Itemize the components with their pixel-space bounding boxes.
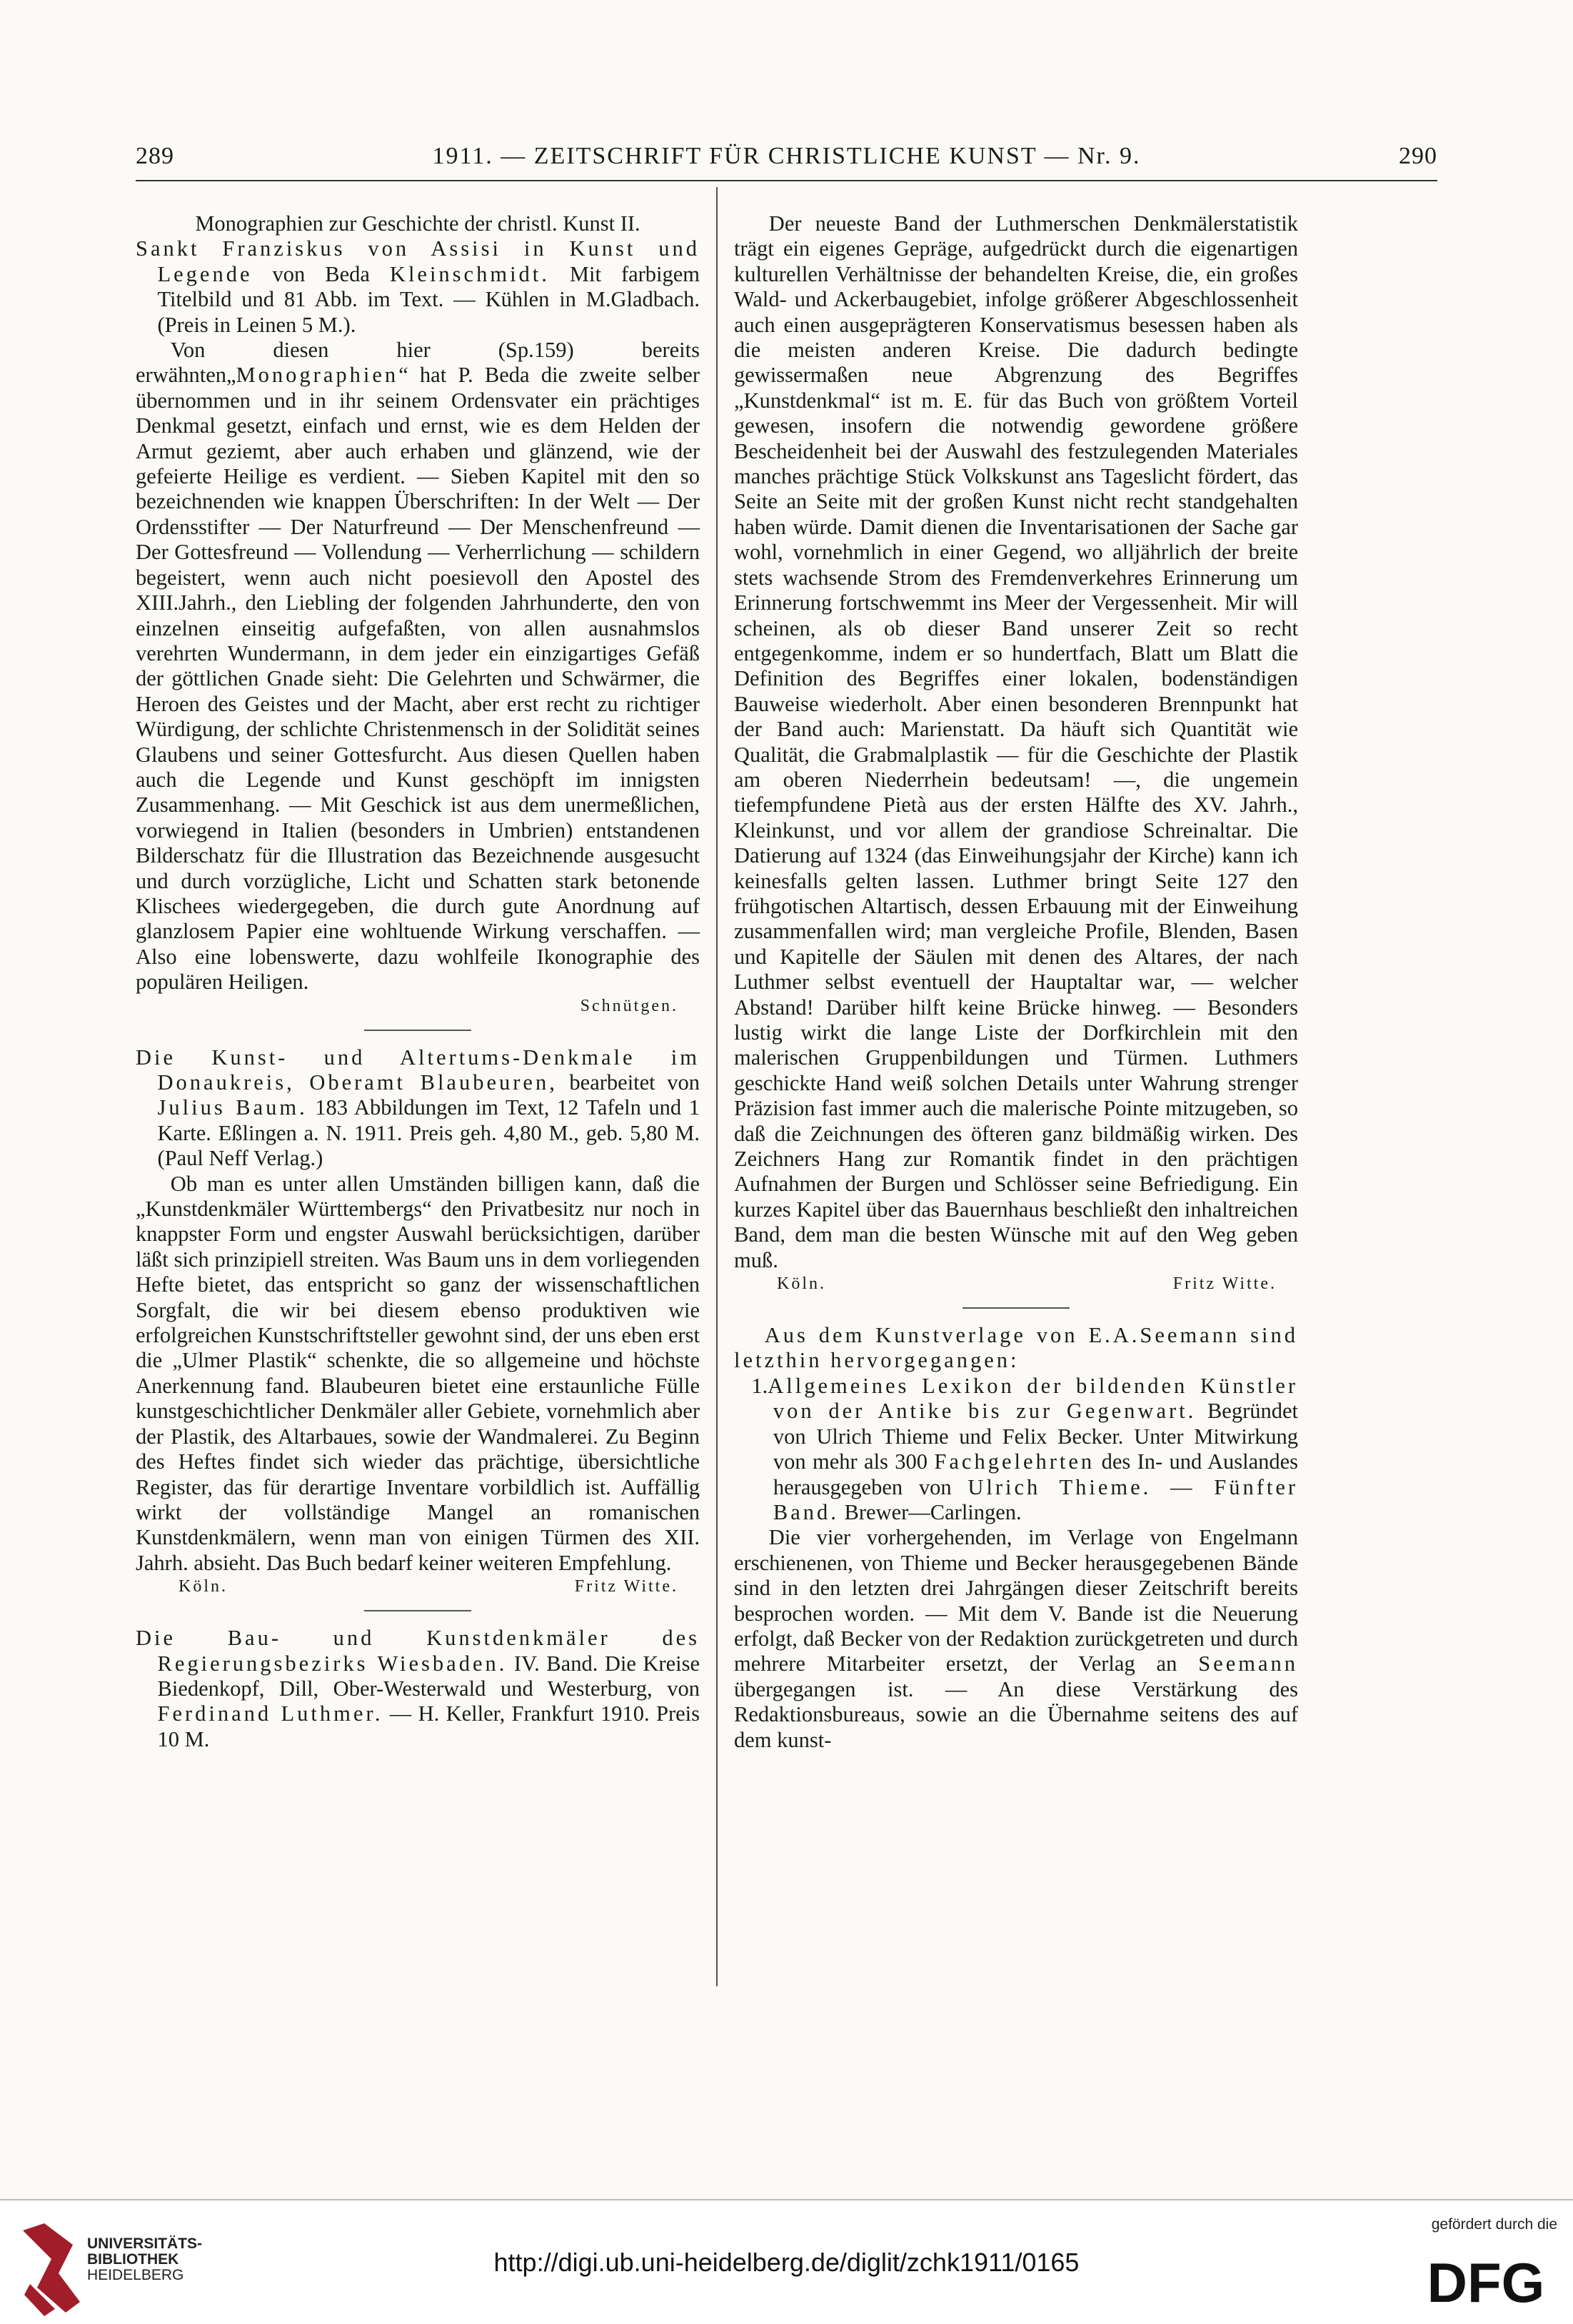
- book-title: Sankt Franziskus von Assisi in Kunst und Legende: [136, 236, 700, 286]
- review-franziskus: [136, 211, 700, 1017]
- book-author: Julius Baum.: [157, 1095, 308, 1120]
- section-rule: [364, 1030, 471, 1031]
- book-author: Ferdinand Luthmer.: [157, 1701, 383, 1726]
- list-item: 1.Allgemeines Lexikon der bildenden Künstler von der Antike bis zur Gegenwart. Begründet von Ulrich Thieme und Felix Becker. Unter Mitwirkung von mehr als 300 Fachgelehrten des In- und Auslandes herausgegeben von Ulrich Thieme. — Fünfter Band. Brewer—Carlingen.: [751, 1373, 1299, 1524]
- funded-by-text: gefördert durch die: [1431, 2216, 1557, 2233]
- dfg-logo-icon: [1414, 2252, 1557, 2309]
- header-rule: [136, 180, 1437, 181]
- library-name: UNIVERSITÄTS- BIBLIOTHEK HEIDELBERG: [87, 2235, 203, 2283]
- book-entry: Die Kunst- und Altertums-Denkmale im Donaukreis, Oberamt Blaubeuren, bearbeitet von Julius Baum. 183 Abbildungen im Text, 12 Tafeln und 1 Karte. Eßlingen a. N. 1911. Preis geh. 4,80 M., geb. 5,80 M. (Paul Neff Verlag.): [136, 1045, 700, 1171]
- right-column: [734, 211, 1298, 1753]
- reviewer-signature: Köln. Fritz Witte.: [777, 1274, 1277, 1294]
- reviewer-signature: Schnütgen.: [580, 996, 678, 1015]
- review-blaubeuren: [136, 1045, 700, 1598]
- permalink-url[interactable]: http://digi.ub.uni-heidelberg.de/diglit/zchk1911/0165: [493, 2248, 1080, 2277]
- review-text: Ob man es unter allen Umständen billigen kann, daß die „Kunstdenkmäler Württembergs“ den Privatbesitz nur noch in knappster Form und engster Auswahl berücksichtigen, darüber läßt sich prinzipiell streiten. Was Baum uns in dem vorliegenden Hefte bietet, das entspricht so ganz der wissenschaftlichen Sorgfalt, die wir bei diesem ebenso produktiven wie erfolgreichen Kunstschriftsteller gewohnt sind, der uns eben erst die „Ulmer Plastik“ schenkte, die so allgemeine und höchste Anerkennung fand. Blaubeuren bietet eine erstaunliche Fülle kunstgeschichtlicher Denkmäler aller Gebiete, vornehmlich aber der Plastik, des Altarbaues, sowie der Wandmalerei. Zu Beginn des Heftes findet sich wieder das prächtige, übersichtliche Register, das für derartige Inventare vorbildlich ist. Auffällig wirkt der vollständige Mangel an romanischen Kunstdenkmälern, wenn man von einigen Türmen des XII. Jahrh. absieht. Das Buch bedarf keiner weiteren Empfehlung.: [136, 1171, 700, 1575]
- review-text: Der neueste Band der Luthmerschen Denkmälerstatistik trägt ein eigenes Gepräge, aufgedrückt durch die eigenartigen kulturellen Verhältnisse der behandelten Kreise, die, ein großes Wald- und Ackerbaugebiet, infolge größerer Abgeschlossenheit auch einen ausgeprägteren Konservatismus besessen haben als die meisten anderen Kreise. Die dadurch bedingte gewissermaßen neue Abgrenzung des Begriffes „Kunstdenkmal“ ist m. E. für das Buch von größtem Vorteil gewesen, insofern die notwendig gewordene größere Bescheidenheit bei der Auswahl des festzulegenden Materiales manches prächtige Stück Volkskunst ans Tageslicht fördert, das Seite an Seite mit der großen Kunst nicht recht standgehalten haben würde. Damit dienen die Inventarisationen der Sache gar wohl, vornehmlich in einer Gegend, wo alljährlich der breite stets wachsende Strom des Fremdenverkehres Erinnerung um Erinnerung fortschwemmt ins Meer der Vergessenheit. Mir will scheinen, als ob dieser Band unserer Zeit so recht entgegenkomme, indem er so hundertfach, Blatt um Blatt die Definition des Begriffes einer lokalen, bodenständigen Bauweise wiederholt. Aber einen besonderen Brennpunkt hat der Band auch: Marienstatt. Da häuft sich Quantität wie Qualität, die Grabmalplastik — für die Geschichte der Plastik am oberen Niederrhein bedeutsam! —, die ungemein tiefempfundene Pietà aus der ersten Hälfte des XV. Jahrh., Kleinkunst, und vor allem der grandiose Schreinaltar. Die Datierung auf 1324 (das Einweihungsjahr der Kirche) kann ich keinesfalls gelten lassen. Luthmer bringt Seite 127 den frühgotischen Altartisch, dessen Erbauung mit der Einweihung zusammenfallen wird; man vergleiche Profile, Blenden, Basen und Kapitelle der Säulen mit denen des Altares, der nach Luthmer selbst eventuell der Hauptaltar war, — welcher Abstand! Darüber hilft keine Brücke hinweg. — Besonders lustig wirkt die lange Liste der Dorfkirchlein mit den malerischen Gruppenbildungen und Türmen. Luthmers geschickte Hand weiß solchen Details unter Wahrung strenger Präzision fast immer auch die malerische Pointe mitzugeben, so daß die Zeichnungen des öfteren ganz bildmäßig wirken. Des Zeichners Hang zur Romantik findet in den prächtigen Aufnahmen der Burgen und Schlösser seine Befriedigung. Ein kurzes Kapitel über das Bauernhaus beschließt den inhaltreichen Band, dem man die besten Wünsche mit auf den Weg geben muß.: [734, 211, 1298, 1272]
- publication-list: [734, 1374, 1298, 1525]
- book-title: Allgemeines Lexikon der bildenden Künstler von der Antike bis zur Gegenwart.: [768, 1373, 1298, 1424]
- review-text: Die vier vorhergehenden, im Verlage von Engelmann erschienenen, von Thieme und Becker herausgegebenen Bände sind in den letzten drei Jahrgängen dieser Zeitschrift bereits besprochen worden. — Mit dem V. Bande ist die Neuerung erfolgt, daß Becker von der Redaktion zurückgetreten und durch mehrere Mitarbeiter ersetzt, der Verlag an Seemann übergegangen ist. — An diese Verstärkung des Redaktionsbureaus, sowie an die Übernahme seitens des auf dem kunst-: [734, 1525, 1298, 1752]
- seemann-section: [734, 1323, 1298, 1753]
- running-header: [136, 143, 1437, 186]
- review-wiesbaden: [136, 1626, 700, 1752]
- left-column: [136, 211, 700, 1752]
- series-line: Monographien zur Geschichte der christl. Kunst II.: [195, 211, 640, 236]
- column-divider: [716, 187, 718, 1986]
- review-text: Von diesen hier (Sp.159) bereits erwähnten„Monographien“ hat P. Beda die zweite selber übernommen und in ihr seinem Ordensvater ein prächtiges Denkmal gesetzt, einfach und ernst, wie es dem Helden der Armut geziemt, aber auch erhaben und glänzend, wie der gefeierte Heilige es verdient. — Sieben Kapitel mit den so bezeichnenden wie knappen Überschriften: In der Welt — Der Ordensstifter — Der Naturfreund — Der Menschenfreund — Der Gottesfreund — Vollendung — Verherrlichung — schildern begeistert, wenn auch nicht poesievoll den Apostel des XIII.Jahrh., den Liebling der folgenden Jahrhunderte, den von einzelnen einseitig aufgefaßten, von allen ausnahmslos verehrten Wundermann, in dem jeder ein einzigartiges Gefäß der göttlichen Gnade sieht: Die Gelehrten und Schwärmer, die Heroen des Geistes und der Macht, aber erst recht zu richtiger Würdigung, der schlichte Christenmensch in der Solidität seines Glaubens und seiner Gottesfurcht. Aus diesen Quellen haben auch die Legende und Kunst geschöpft im innigsten Zusammenhang. — Mit Geschick ist aus dem unermeßlichen, vorwiegend in Italien (besonders in Umbrien) entstandenen Bilderschatz für die Illustration das Bezeichnende ausgesucht und durch vorzügliche, Licht und Schatten stark betonende Klischees wiedergegeben, die durch gute Anordnung auf glanzlosem Papier eine wohltuende Wirkung verschaffen. — Also eine lobenswerte, dazu wohlfeile Ikonographie des populären Heiligen.: [136, 338, 700, 995]
- section-rule: [364, 1610, 471, 1611]
- book-title: Die Bau- und Kunstdenkmäler des Regierungsbezirks Wiesbaden.: [136, 1626, 700, 1676]
- page-number-left: 289: [136, 143, 174, 169]
- section-rule: [963, 1307, 1070, 1309]
- book-entry: Die Bau- und Kunstdenkmäler des Regierungsbezirks Wiesbaden. IV. Band. Die Kreise Biedenkopf, Dill, Ober-Westerwald und Westerburg, von Ferdinand Luthmer. — H. Keller, Frankfurt 1910. Preis 10 M.: [136, 1626, 700, 1751]
- book-entry: Sankt Franziskus von Assisi in Kunst und Legende von Beda Kleinschmidt. Mit farbigem Titelbild und 81 Abb. im Text. — Kühlen in M.Gladbach. (Preis in Leinen 5 M.).: [136, 236, 700, 337]
- journal-title: 1911. — ZEITSCHRIFT FÜR CHRISTLICHE KUNST — Nr. 9.: [432, 143, 1141, 169]
- page-number-right: 290: [1399, 143, 1437, 169]
- book-author: Kleinschmidt.: [389, 261, 550, 286]
- book-title: Die Kunst- und Altertums-Denkmale im Donaukreis, Oberamt Blaubeuren,: [136, 1045, 700, 1095]
- reviewer-signature: Köln. Fritz Witte.: [179, 1577, 678, 1596]
- footer-banner: [0, 2200, 1573, 2324]
- section-heading: Aus dem Kunstverlage von E.A.Seemann sind letzthin hervorgegangen:: [734, 1323, 1298, 1373]
- dfg-logo-text: DFG: [1427, 2252, 1545, 2309]
